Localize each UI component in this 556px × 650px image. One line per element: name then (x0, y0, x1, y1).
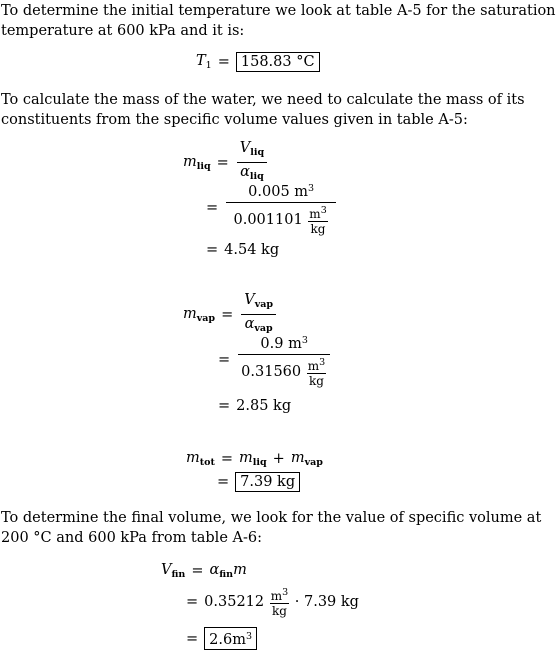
equals-sign: = (218, 352, 231, 368)
equals-sign: = (218, 398, 231, 414)
mtot-result-box: 7.39 kg (235, 472, 300, 492)
equation-vfin-definition (161, 562, 247, 580)
equation-mliq-definition (183, 140, 269, 185)
equation-mvap-definition (183, 292, 278, 337)
paragraph-line: temperature at 600 kPa and it is: (1, 23, 245, 39)
mvap-fraction: $\frac{V_{vap}}{\alpha_{vap}}$ (241, 292, 276, 337)
mliq-term: $m_{liq}$ (239, 450, 267, 468)
equals-sign: = (220, 451, 234, 467)
equals-sign: = (206, 242, 219, 258)
equation-mtot-result (217, 472, 300, 492)
specific-volume-value: 0.35212 (204, 594, 265, 610)
equals-sign: = (186, 630, 199, 647)
equals-sign: = (186, 594, 199, 610)
paragraph-line: 200 °C and 600 kPa from table A-6: (1, 530, 262, 546)
mliq-numeric-fraction: 0.005 $m^3$ 0.001101 $m^3$ kg (226, 180, 336, 236)
equation-vfin-substitution (186, 586, 359, 618)
equation-mvap-substitution (218, 332, 332, 388)
mvap-numeric-fraction: 0.9 $m^3$ 0.31560 $m^3$ kg (238, 332, 330, 388)
equation-vfin-result (186, 627, 257, 650)
t1-result-box: 158.83 °C (236, 52, 320, 72)
mvap-term: $m_{vap}$ (290, 450, 323, 468)
mvap-result: 2.85 kg (236, 398, 292, 414)
paragraph-line: To determine the initial temperature we look at table A-5 for the saturation (1, 3, 556, 19)
equals-sign: = (217, 54, 230, 70)
paragraph-line: constituents from the specific volume values given in table A-5: (1, 112, 468, 128)
alpha-fin-term: $\alpha_{fin}m$ (209, 562, 247, 580)
paragraph-mass-water (1, 90, 525, 130)
paragraph-initial-temperature (1, 1, 556, 41)
equation-mliq-substitution (206, 180, 338, 236)
paragraph-line: To determine the final volume, we look for the value of specific volume at (1, 510, 542, 526)
paragraph-line: To calculate the mass of the water, we need to calculate the mass of its (1, 92, 525, 108)
vfin-symbol: $V_{fin}$ (161, 562, 186, 580)
equation-mliq-result (206, 242, 279, 258)
mtot-symbol: $m_{tot}$ (186, 450, 215, 468)
mliq-symbol: $m_{liq}$ (183, 153, 211, 172)
equals-sign: = (206, 200, 219, 216)
mliq-fraction: $\frac{V_{liq}}{\alpha_{liq}}$ (237, 140, 267, 185)
specific-volume-unit: $m^3$ kg (270, 587, 289, 618)
mass-term: · 7.39 kg (294, 594, 359, 610)
mvap-symbol: $m_{vap}$ (183, 305, 216, 324)
equation-t1 (196, 52, 320, 72)
equals-sign: = (191, 563, 204, 579)
vfin-result-box: $2.6m^3$ (204, 627, 257, 650)
paragraph-final-volume (1, 508, 542, 548)
equals-sign: = (216, 154, 229, 171)
plus-sign: + (272, 451, 285, 467)
equation-mtot-definition (186, 450, 323, 468)
equals-sign: = (221, 306, 234, 323)
mliq-result: 4.54 kg (224, 242, 280, 258)
equation-mvap-result (218, 398, 291, 414)
t1-symbol: $T_1$ (196, 53, 212, 71)
equals-sign: = (217, 474, 230, 490)
